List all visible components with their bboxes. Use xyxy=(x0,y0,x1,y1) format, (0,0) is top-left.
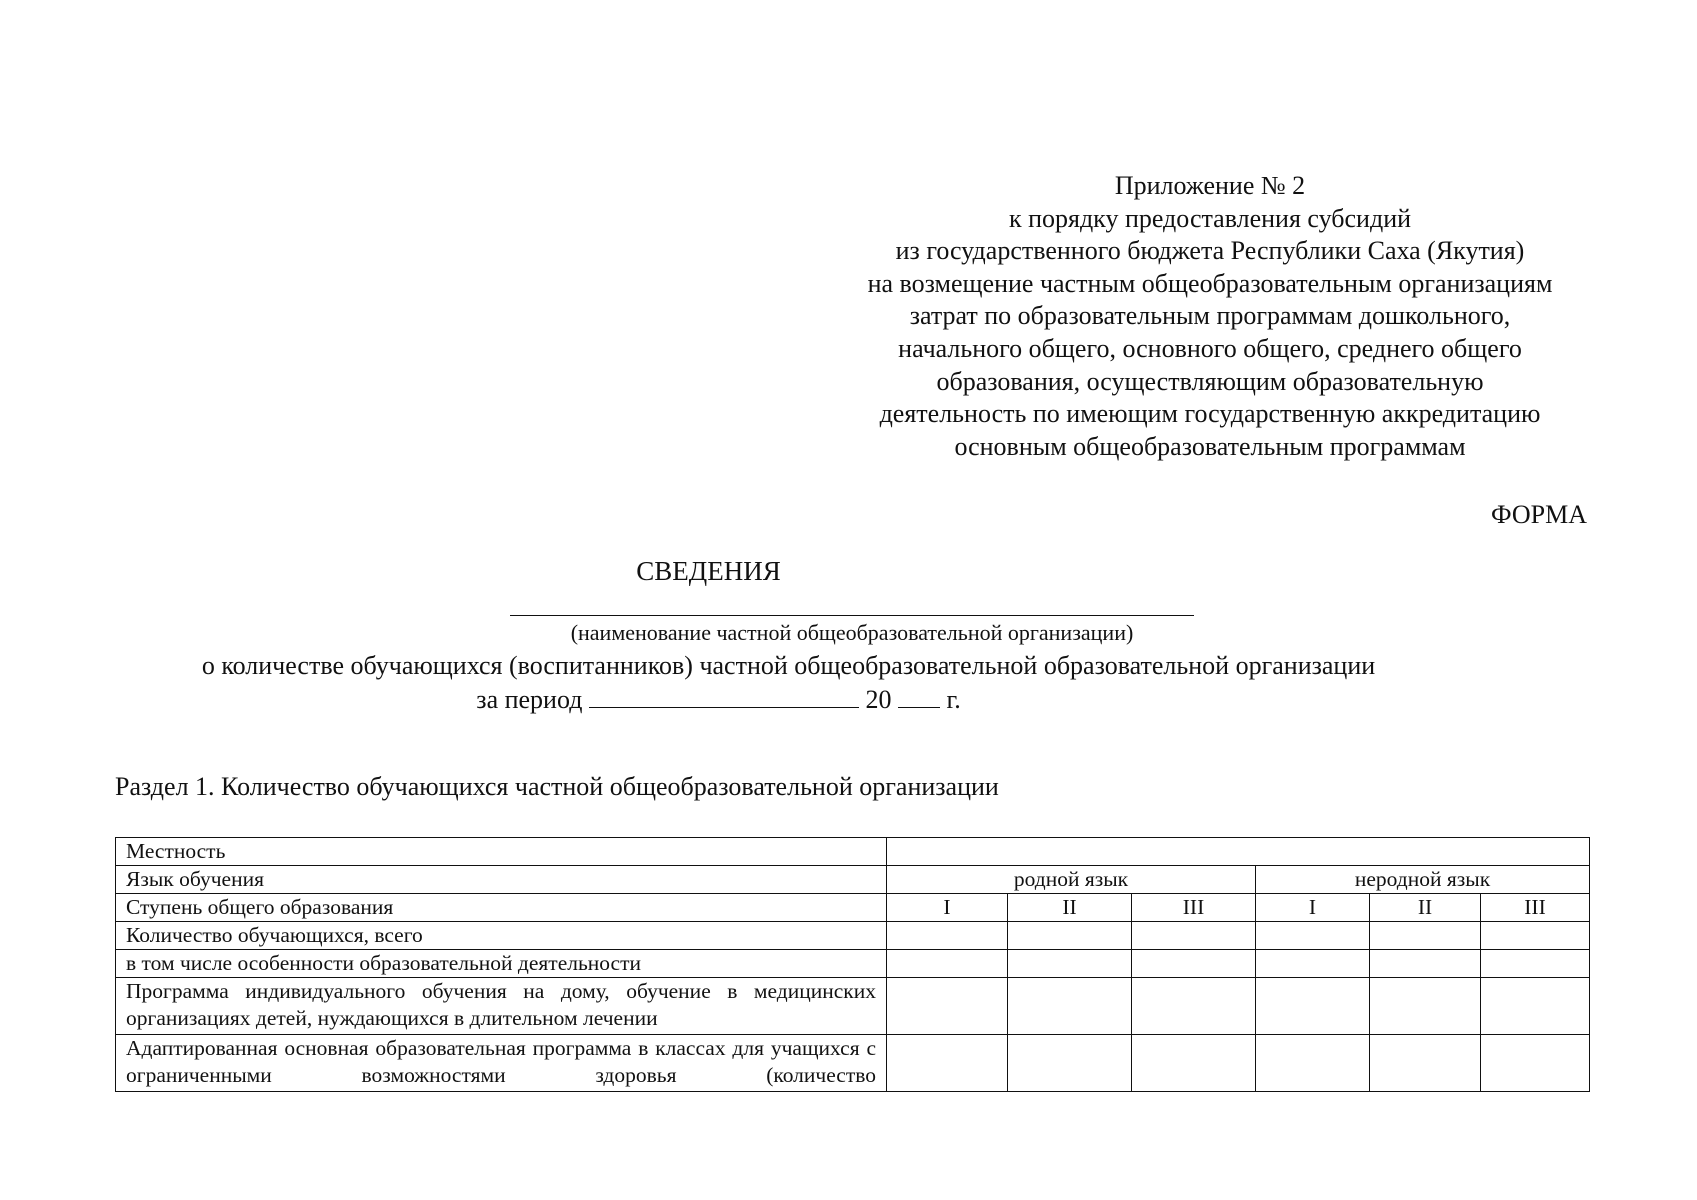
period-line xyxy=(0,683,1567,716)
table-row-adapted-program xyxy=(116,1035,1590,1092)
appendix-line: образования, осуществляющим образовательную xyxy=(936,366,1484,396)
value-cell[interactable] xyxy=(887,950,1008,978)
value-cell[interactable] xyxy=(887,978,1008,1035)
value-cell[interactable] xyxy=(1370,978,1481,1035)
row-label-level: Ступень общего образования xyxy=(116,894,887,922)
locality-value-cell[interactable] xyxy=(887,838,1590,866)
value-cell[interactable] xyxy=(1481,1035,1590,1092)
header-level-native-1: I xyxy=(887,894,1008,922)
value-cell[interactable] xyxy=(1481,950,1590,978)
students-count-table xyxy=(115,837,1590,1092)
value-cell[interactable] xyxy=(1132,922,1256,950)
header-native-language: родной язык xyxy=(887,866,1256,894)
table-row-including xyxy=(116,950,1590,978)
period-year-prefix: 20 xyxy=(865,685,892,714)
appendix-line: деятельность по имеющим государственную аккредитацию xyxy=(879,399,1541,429)
org-name-caption: (наименование частной общеобразовательной организации) xyxy=(570,620,1134,645)
table-row-language xyxy=(116,866,1590,894)
value-cell[interactable] xyxy=(887,922,1008,950)
value-cell[interactable] xyxy=(1008,922,1132,950)
row-label-adapted-program: Адаптированная основная образовательная программа в классах для учащихся с ограниченными возможностями здоровья (количество xyxy=(116,1035,887,1092)
value-cell[interactable] xyxy=(1008,1035,1132,1092)
value-cell[interactable] xyxy=(1370,922,1481,950)
row-label-home-education: Программа индивидуального обучения на дому, обучение в медицинских организациях детей, нуждающихся в длительном лечении xyxy=(116,978,887,1035)
header-level-nonnative-1: I xyxy=(1256,894,1370,922)
value-cell[interactable] xyxy=(1132,1035,1256,1092)
header-level-native-3: III xyxy=(1132,894,1256,922)
table-row-locality xyxy=(116,838,1590,866)
value-cell[interactable] xyxy=(1256,922,1370,950)
period-blank xyxy=(589,683,859,708)
period-prefix: за период xyxy=(476,685,583,714)
table-row-level xyxy=(116,894,1590,922)
value-cell[interactable] xyxy=(1008,978,1132,1035)
section-1-title: Раздел 1. Количество обучающихся частной общеобразовательной организации xyxy=(115,772,999,801)
header-nonnative-language: неродной язык xyxy=(1256,866,1590,894)
value-cell[interactable] xyxy=(1132,950,1256,978)
appendix-line: на возмещение частным общеобразовательным организациям xyxy=(867,268,1553,298)
row-label-total: Количество обучающихся, всего xyxy=(116,922,887,950)
appendix-line: Приложение № 2 xyxy=(1114,171,1306,200)
value-cell[interactable] xyxy=(1256,978,1370,1035)
value-cell[interactable] xyxy=(887,1035,1008,1092)
appendix-header xyxy=(820,170,1600,463)
value-cell[interactable] xyxy=(1370,1035,1481,1092)
appendix-line: затрат по образовательным программам дошкольного, xyxy=(909,301,1511,331)
document-title: СВЕДЕНИЯ xyxy=(636,556,781,586)
value-cell[interactable] xyxy=(1256,1035,1370,1092)
value-cell[interactable] xyxy=(1370,950,1481,978)
appendix-line: из государственного бюджета Республики Саха (Якутия) xyxy=(895,236,1525,266)
table-row-total xyxy=(116,922,1590,950)
period-suffix: г. xyxy=(946,685,961,714)
value-cell[interactable] xyxy=(1481,922,1590,950)
document-subject: о количестве обучающихся (воспитанников) частной общеобразовательной образовательной организации xyxy=(201,651,1376,680)
value-cell[interactable] xyxy=(1481,978,1590,1035)
appendix-line: к порядку предоставления субсидий xyxy=(1008,203,1412,233)
value-cell[interactable] xyxy=(1256,950,1370,978)
org-name-blank-line xyxy=(510,615,1194,616)
header-level-nonnative-2: II xyxy=(1370,894,1481,922)
row-label-locality: Местность xyxy=(116,838,887,866)
appendix-line: начального общего, основного общего, среднего общего xyxy=(898,333,1522,363)
value-cell[interactable] xyxy=(1008,950,1132,978)
appendix-line: основным общеобразовательным программам xyxy=(954,431,1466,461)
form-label: ФОРМА xyxy=(1491,500,1587,529)
year-blank xyxy=(898,683,940,708)
value-cell[interactable] xyxy=(1132,978,1256,1035)
header-level-native-2: II xyxy=(1008,894,1132,922)
header-level-nonnative-3: III xyxy=(1481,894,1590,922)
row-label-language: Язык обучения xyxy=(116,866,887,894)
row-label-including: в том числе особенности образовательной деятельности xyxy=(116,950,887,978)
table-row-home-education xyxy=(116,978,1590,1035)
